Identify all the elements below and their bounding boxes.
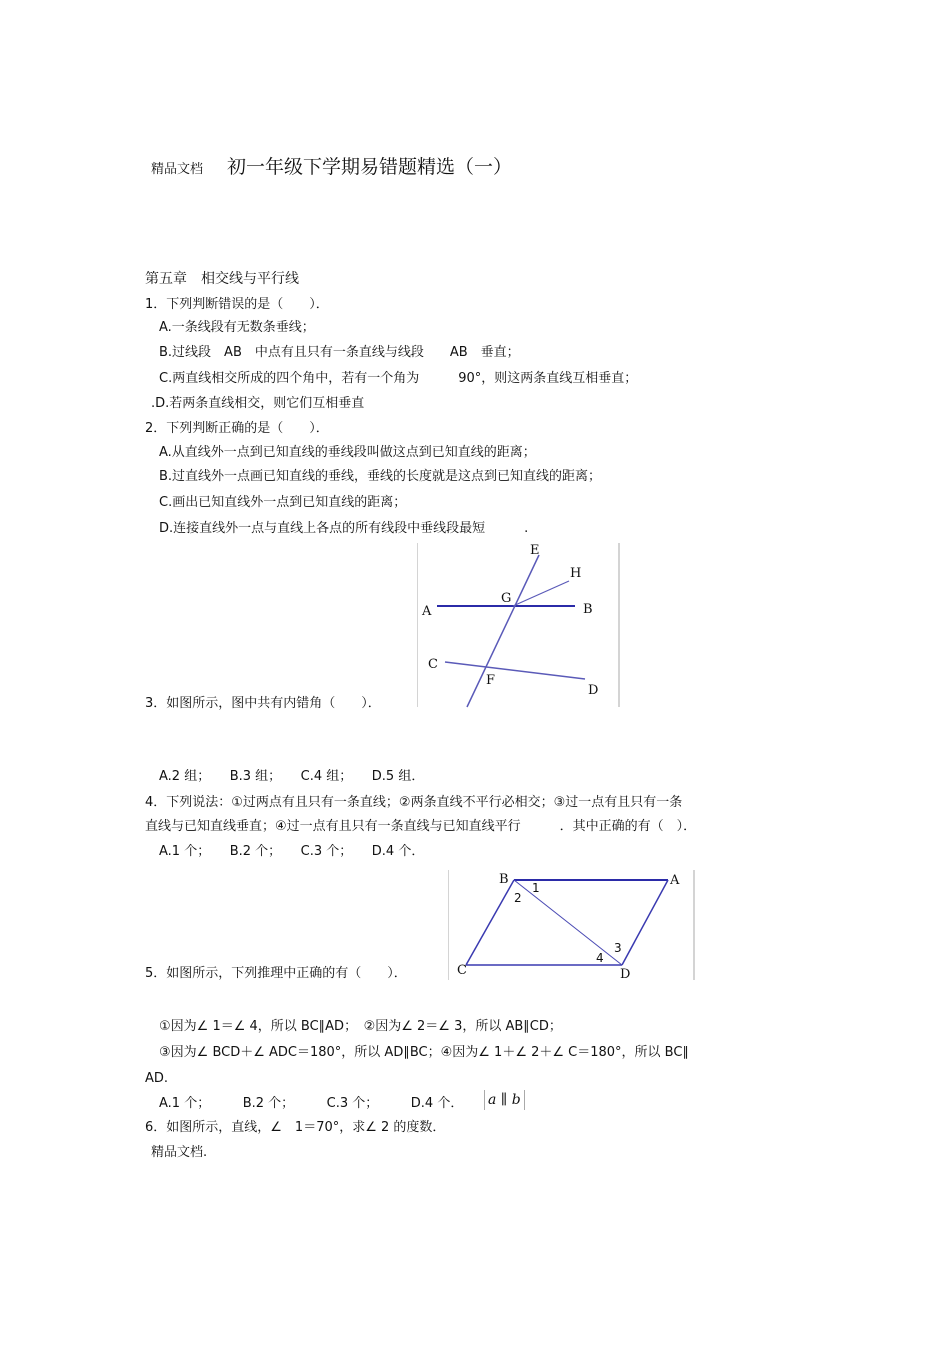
label-b: B bbox=[583, 602, 593, 617]
label-d: D bbox=[620, 967, 631, 982]
q4-line1: 4．下列说法：①过两点有且只有一条直线；②两条直线不平行必相交；③过一点有且只有一条 bbox=[145, 795, 683, 810]
label-f: F bbox=[486, 673, 496, 688]
label-h: H bbox=[570, 566, 582, 581]
q2-option-b: B.过直线外一点画已知直线的垂线，垂线的长度就是这点到已知直线的距离； bbox=[159, 469, 602, 484]
q3-options: A.2 组； B.3 组； C.4 组； D.5 组． bbox=[159, 769, 425, 784]
label-g: G bbox=[501, 591, 512, 606]
line-cd bbox=[445, 662, 585, 679]
angle-4-label: 4 bbox=[596, 951, 604, 965]
chapter-title: 第五章 相交线与平行线 bbox=[145, 271, 299, 287]
page-title: 初一年级下学期易错题精选（一） bbox=[227, 156, 513, 178]
q5-figure bbox=[448, 870, 696, 982]
label-a: A bbox=[670, 873, 680, 888]
segment-ad bbox=[622, 880, 668, 965]
q3-figure bbox=[417, 543, 621, 709]
q2-option-d: D.连接直线外一点与直线上各点的所有线段中垂线段最短 . bbox=[159, 521, 529, 536]
q1-option-a: A.一条线段有无数条垂线； bbox=[159, 320, 315, 335]
angle-2-label: 2 bbox=[514, 891, 522, 905]
q1-option-b: B.过线段 AB 中点有且只有一条直线与线段 AB 垂直； bbox=[159, 345, 520, 360]
q1-option-c: C.两直线相交所成的四个角中，若有一个角为 90°，则这两条直线互相垂直； bbox=[159, 371, 638, 386]
label-d: D bbox=[588, 683, 599, 698]
q2-option-a: A.从直线外一点到已知直线的垂线段叫做这点到已知直线的距离； bbox=[159, 445, 536, 460]
q5-stem: 5．如图所示，下列推理中正确的有（ ）． bbox=[145, 966, 407, 981]
label-b: B bbox=[499, 872, 509, 887]
label-c: C bbox=[457, 963, 467, 978]
angle-1-label: 1 bbox=[532, 881, 540, 895]
q2-option-c: C.画出已知直线外一点到已知直线的距离； bbox=[159, 495, 407, 510]
segment-bc bbox=[466, 880, 514, 965]
q5-statement-line3: AD. bbox=[145, 1071, 169, 1086]
q6-stem: 6．如图所示，直线，∠ 1＝70°，求∠ 2 的度数． bbox=[145, 1120, 446, 1135]
a-parallel-b-snippet: a ∥ b bbox=[484, 1090, 525, 1110]
watermark-footer: 精品文档. bbox=[151, 1145, 208, 1160]
watermark-header: 精品文档 bbox=[151, 162, 204, 177]
label-c: C bbox=[428, 657, 438, 672]
q4-line2: 直线与已知直线垂直；④过一点有且只有一条直线与已知直线平行 ．其中正确的有（ ）． bbox=[145, 819, 697, 834]
q5-statement-line2: ③因为∠ BCD＋∠ ADC＝180°，所以 AD∥BC；④因为∠ 1＋∠ 2＋∠ C＝180°，所以 BC∥ bbox=[159, 1045, 689, 1060]
label-e: E bbox=[530, 543, 540, 558]
q2-stem: 2．下列判断正确的是（ ）． bbox=[145, 421, 329, 436]
segment-bd bbox=[514, 880, 622, 965]
q5-options: A.1 个； B.2 个； C.3 个； D.4 个． bbox=[159, 1096, 464, 1111]
q3-stem: 3．如图所示，图中共有内错角（ ）． bbox=[145, 696, 381, 711]
q5-statement-line1: ①因为∠ 1＝∠ 4，所以 BC∥AD； ②因为∠ 2＝∠ 3，所以 AB∥CD； bbox=[159, 1019, 562, 1034]
q1-stem: 1．下列判断错误的是（ ）． bbox=[145, 297, 329, 312]
q4-options: A.1 个； B.2 个； C.3 个； D.4 个． bbox=[159, 844, 425, 859]
line-ef bbox=[467, 555, 539, 707]
q1-option-d: .D.若两条直线相交，则它们互相垂直 bbox=[151, 396, 365, 411]
angle-3-label: 3 bbox=[614, 941, 622, 955]
label-a: A bbox=[422, 604, 432, 619]
